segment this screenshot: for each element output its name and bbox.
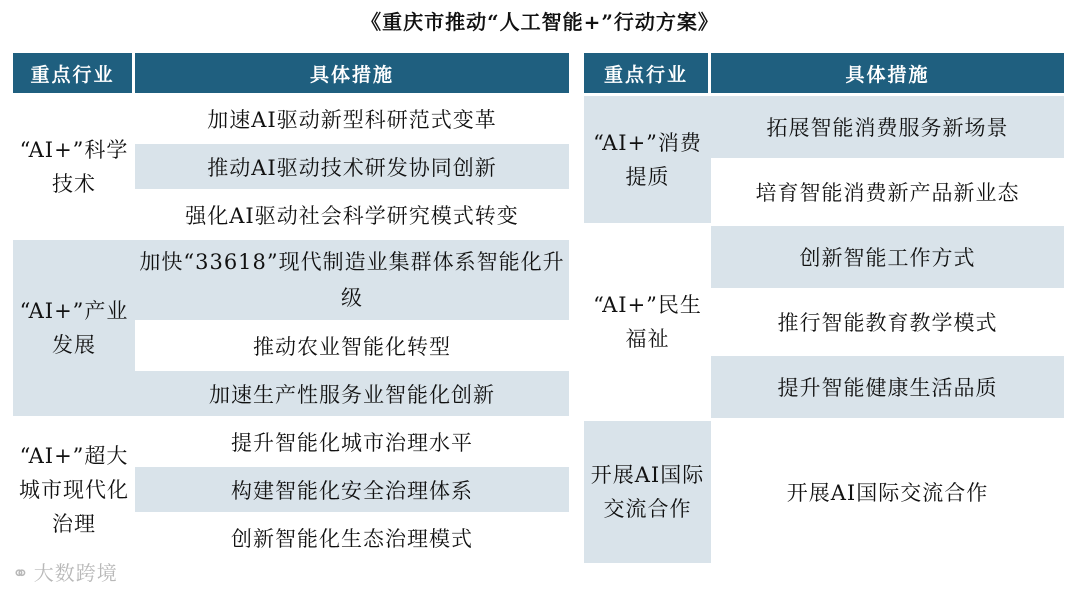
left-table-header-row <box>13 53 569 93</box>
watermark-text: 大数跨境 <box>33 561 118 585</box>
left-header-category: 重点行业 <box>13 53 135 93</box>
right-measures-table <box>584 50 1064 566</box>
page-title: 《重庆市推动“人工智能+”行动方案》 <box>361 10 719 34</box>
left-measures-table <box>13 50 569 563</box>
right-category-cell: “AI+”民生福祉 <box>584 226 711 418</box>
table-row <box>584 421 1064 563</box>
left-measure-cell: 提升智能化城市治理水平 <box>135 419 569 464</box>
right-category-cell: 开展AI国际交流合作 <box>584 421 711 563</box>
watermark-logo-icon: ⚭ <box>12 561 30 585</box>
table-row <box>13 96 569 141</box>
right-measure-cell: 提升智能健康生活品质 <box>711 356 1064 418</box>
right-measure-cell: 拓展智能消费服务新场景 <box>711 96 1064 158</box>
table-row <box>13 419 569 464</box>
left-category-cell: “AI+”超大城市现代化治理 <box>13 419 135 560</box>
left-measure-cell: 构建智能化安全治理体系 <box>135 467 569 512</box>
right-header-category-label: 重点行业 <box>584 53 711 93</box>
right-measure-cell: 创新智能工作方式 <box>711 226 1064 288</box>
left-table-body <box>13 96 569 560</box>
left-measure-cell: 加速生产性服务业智能化创新 <box>135 371 569 416</box>
table-row <box>584 226 1064 288</box>
left-category-cell: “AI+”科学技术 <box>13 96 135 237</box>
left-category-cell: “AI+”产业发展 <box>13 240 135 416</box>
right-category-cell: “AI+”消费提质 <box>584 96 711 223</box>
left-measure-cell: 加速AI驱动新型科研范式变革 <box>135 96 569 141</box>
table-row <box>13 240 569 320</box>
left-measure-cell: 推动AI驱动技术研发协同创新 <box>135 144 569 189</box>
watermark <box>12 557 118 586</box>
left-measure-cell: 强化AI驱动社会科学研究模式转变 <box>135 192 569 237</box>
right-table-body <box>584 96 1064 563</box>
left-measure-cell: 创新智能化生态治理模式 <box>135 515 569 560</box>
right-measure-cell: 推行智能教育教学模式 <box>711 291 1064 353</box>
right-measure-cell: 开展AI国际交流合作 <box>711 421 1064 563</box>
table-row <box>584 96 1064 158</box>
left-measure-cell: 推动农业智能化转型 <box>135 323 569 368</box>
left-header-measures: 具体措施 <box>135 53 569 93</box>
right-table-header-row <box>584 53 1064 93</box>
right-measure-cell: 培育智能消费新产品新业态 <box>711 161 1064 223</box>
right-header-measures: 具体措施 <box>711 53 1064 93</box>
left-measure-cell: 加快“33618”现代制造业集群体系智能化升级 <box>135 240 569 320</box>
